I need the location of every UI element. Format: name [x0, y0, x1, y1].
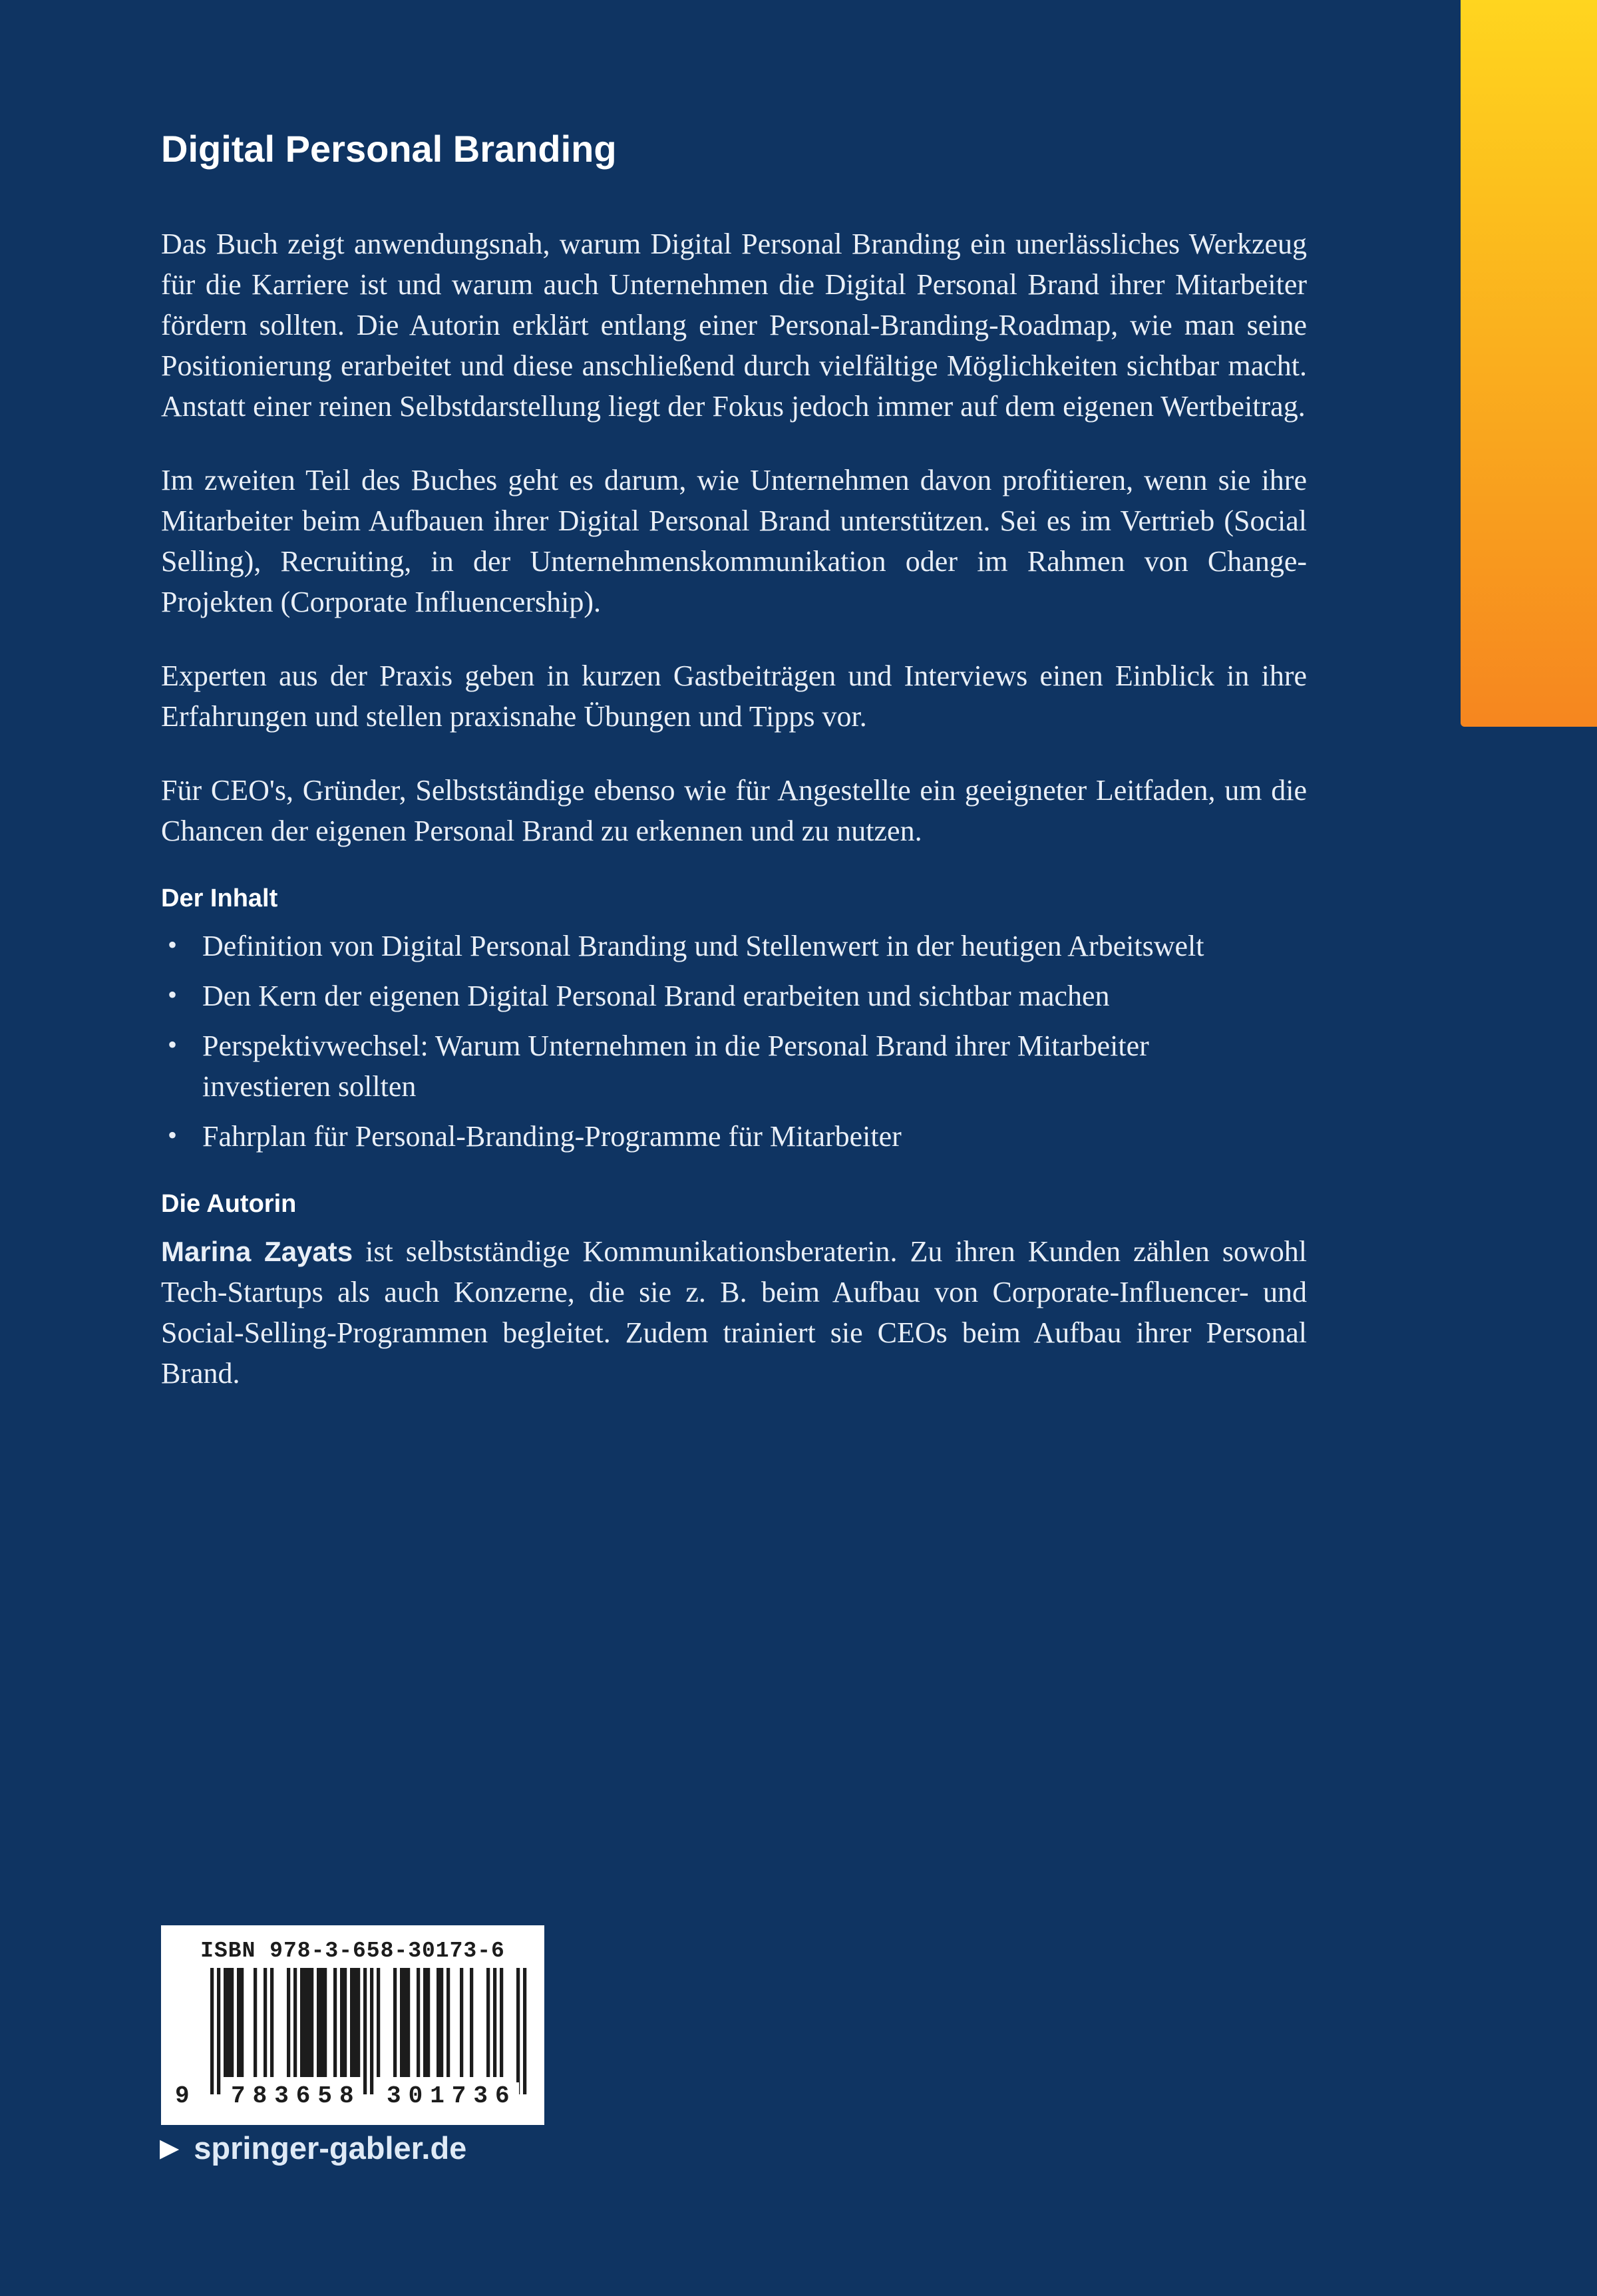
contents-list-item: [161, 926, 1280, 966]
author-name: Marina Zayats: [161, 1236, 353, 1267]
bullet-dot-icon: •: [168, 930, 178, 960]
publisher-arrow-icon: ▶: [160, 2134, 180, 2162]
blurb-paragraph-4: Für CEO's, Gründer, Selbstständige ebenso wie für Angestellte ein geeigneter Leitfaden, um die Chancen der eigenen Personal Brand zu erkennen und zu nutzen.: [161, 774, 1307, 847]
orange-accent-stripe: [1461, 0, 1597, 727]
publisher-link-row: [160, 2131, 466, 2166]
contents-list-item: [161, 976, 1280, 1016]
contents-heading: Der Inhalt: [161, 884, 278, 912]
author-bio-text: ist selbstständige Kommunikationsberaterin. Zu ihren Kunden zählen sowohl Tech-Startups als auch Konzerne, die sie z. B. beim Aufbau von Corporate-Influencer- und Social-Selling-Programmen begleitet. Zudem trainiert sie CEOs beim Aufbau ihrer Personal Brand.: [161, 1235, 1308, 1390]
contents-item-text: Perspektivwechsel: Warum Unternehmen in die Personal Brand ihrer Mitarbeiter investieren sollten: [202, 1030, 1149, 1103]
bullet-dot-icon: •: [168, 1120, 178, 1150]
barcode-digit-first: 9: [173, 2082, 192, 2110]
author-heading: Die Autorin: [161, 1190, 297, 1218]
contents-item-text: Den Kern der eigenen Digital Personal Brand erarbeiten und sichtbar machen: [202, 980, 1110, 1012]
blurb-paragraph-1: Das Buch zeigt anwendungsnah, warum Digital Personal Branding ein unerlässliches Werkzeug für die Karriere ist und warum auch Unternehmen die Digital Personal Brand ihrer Mitarbeiter fördern sollten. Die Autorin erklärt entlang einer Personal-Branding-Roadmap, wie man seine Positionierung erarbeitet und diese anschließend durch vielfältige Möglichkeiten sichtbar macht. Anstatt einer reinen Selbstdarstellung liegt der Fokus jedoch immer auf dem eigenen Wertbeitrag.: [161, 228, 1307, 423]
contents-list-item: [161, 1116, 1280, 1157]
author-paragraph: [161, 1231, 1307, 1394]
blurb-paragraph-3: Experten aus der Praxis geben in kurzen Gastbeiträgen und Interviews einen Einblick in ihre Erfahrungen und stellen praxisnahe Übungen und Tipps vor.: [161, 660, 1307, 733]
contents-list: [161, 926, 1307, 1157]
back-cover-text-block: [161, 0, 1307, 1394]
isbn-number: ISBN 978-3-658-30173-6: [200, 1939, 505, 1963]
publisher-url: springer-gabler.de: [194, 2130, 467, 2166]
contents-list-item: [161, 1026, 1280, 1107]
barcode-digits-right: 301736: [385, 2082, 519, 2110]
blurb-paragraph-2: Im zweiten Teil des Buches geht es darum, wie Unternehmen davon profitieren, wenn sie ihre Mitarbeiter beim Aufbauen ihrer Digital Personal Brand unterstützen. Sei es im Vertrieb (Social Selling), Recruiting, in der Unternehmenskommunikation oder im Rahmen von Change-Projekten (Corporate Influencership).: [161, 464, 1307, 618]
bullet-dot-icon: •: [168, 1030, 178, 1059]
contents-item-text: Definition von Digital Personal Branding und Stellenwert in der heutigen Arbeitswelt: [202, 930, 1204, 962]
contents-item-text: Fahrplan für Personal-Branding-Programme für Mitarbeiter: [202, 1120, 902, 1153]
isbn-barcode-box: [161, 1925, 544, 2125]
barcode-image: [210, 1968, 527, 2096]
barcode-digits-left: 783658: [229, 2082, 363, 2110]
book-title: Digital Personal Branding: [161, 128, 617, 170]
bullet-dot-icon: •: [168, 980, 178, 1010]
